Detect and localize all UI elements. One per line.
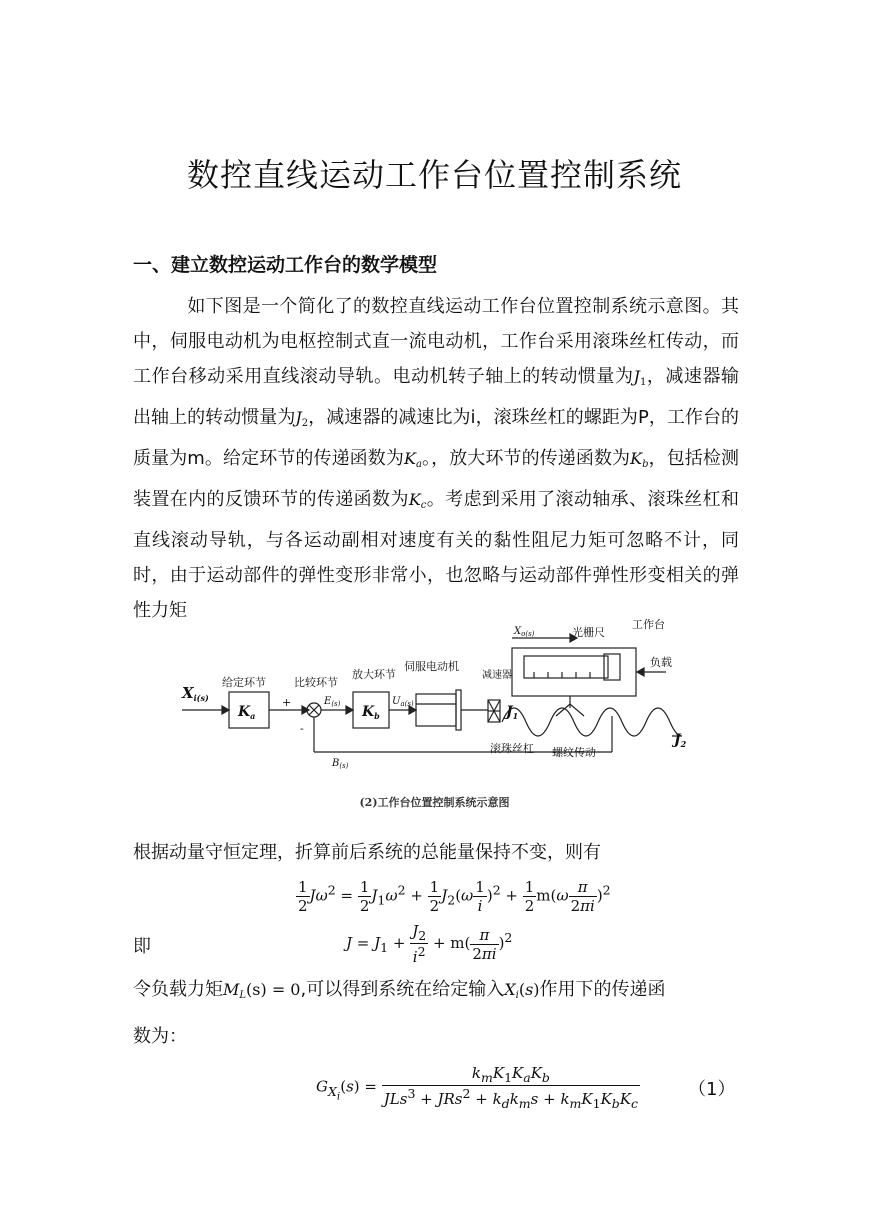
symbol-xi: $X_i(s)$ bbox=[504, 980, 540, 1001]
load-text-b: ,可以得到系统在给定输入 bbox=[300, 979, 505, 1000]
symbol-ka: $K_a$ bbox=[403, 449, 422, 470]
label-b: $B_{(s)}$ bbox=[332, 758, 349, 770]
label-u: $U_{a(s)}$ bbox=[392, 696, 414, 708]
page-title: 数控直线运动工作台位置控制系统 bbox=[186, 156, 682, 194]
label-table: 工作台 bbox=[632, 618, 665, 631]
label-ka: $K_a$ bbox=[238, 704, 256, 721]
section-heading: 一、建立数控运动工作台的数学模型 bbox=[133, 254, 438, 276]
control-system-diagram bbox=[172, 614, 702, 806]
symbol-ml: $M_L(s) = 0$ bbox=[223, 980, 301, 1001]
equation-number: （1） bbox=[688, 1079, 736, 1100]
symbol-j1: $J_1$ bbox=[633, 367, 647, 388]
equation-energy: $\frac{1}{2}$ $J\omega^2$ = $\frac{1}{2}$ $J_1\omega^2$ + $\frac{1}{2}$ $J_2(\omega$ $\frac{1}{i}$ )$^2$ + $\frac{1}{2}$ m(ω $\frac{\pi}{2\pi i}$ )$^2$ bbox=[298, 878, 611, 915]
body-paragraph bbox=[133, 289, 739, 628]
label-load: 负载 bbox=[650, 656, 672, 669]
label-minus: - bbox=[300, 722, 304, 735]
label-grating: 光栅尺 bbox=[572, 626, 605, 639]
para-text-2: ，减速器输出轴上的转动惯量为 bbox=[133, 366, 739, 428]
label-given: 给定环节 bbox=[222, 676, 266, 689]
equation-inertia: $J = J_1$ + $\frac{J_2}{i^2}$ + m( $\frac{\pi}{2\pi i}$ )$^2$ bbox=[346, 922, 513, 966]
figure-caption: (2)工作台位置控制系统示意图 bbox=[359, 796, 510, 809]
label-kb: $K_b$ bbox=[362, 704, 380, 721]
label-j1: $J_1$ bbox=[506, 704, 519, 721]
label-xo: $X_{o(s)}$ bbox=[514, 626, 535, 638]
energy-statement: 根据动量守恒定理，折算前后系统的总能量保持不变，则有 bbox=[133, 842, 601, 863]
load-torque-line bbox=[133, 975, 666, 1001]
equation-transfer: $G_{X_i}(s)$ = $\frac{k_mK_1K_aK_b}{JLs^3 + JRs^2 + k_dk_ms + k_mK_1K_bK_c}$ bbox=[316, 1064, 639, 1111]
load-text-a: 令负载力矩 bbox=[133, 979, 223, 1000]
label-xi: $X_{i(s)}$ bbox=[182, 684, 209, 703]
para-text-3: ，减速器的减速比为i，滚珠丝杠的螺距为P，工作台的质量为m。给定环节的传递函数为 bbox=[133, 407, 739, 469]
symbol-j2: $J_2$ bbox=[295, 408, 309, 429]
label-e: $E_{(s)}$ bbox=[324, 696, 341, 708]
label-compare: 比较环节 bbox=[294, 676, 338, 689]
para-text-1: 如下图是一个简化了的数控直线运动工作台位置控制系统示意图。其中，伺服电动机为电枢控制式直一流电动机，工作台采用滚珠丝杠传动，而工作台移动采用直线滚动导轨。电动机转子轴上的转动惯量为 bbox=[133, 296, 739, 387]
label-plus: + bbox=[282, 696, 292, 709]
label-thread: 螺纹传动 bbox=[552, 746, 596, 759]
para-text-4: 。，放大环节的传递函数为 bbox=[421, 448, 631, 469]
ji-label: 即 bbox=[133, 936, 151, 957]
label-j2: $J_2$ bbox=[674, 732, 687, 749]
symbol-kc: $K_c$ bbox=[408, 490, 427, 511]
load-torque-line-2: 数为： bbox=[133, 1026, 187, 1047]
symbol-kb: $K_b$ bbox=[630, 449, 649, 470]
para-text-6: 。考虑到采用了滚动轴承、滚珠丝杠和直线滚动导轨，与各运动副相对速度有关的黏性阻尼力矩可忽略不计，同时，由于运动部件的弹性变形非常小，也忽略与运动部件弹性形变相关的弹性力矩 bbox=[133, 489, 740, 621]
label-motor: 伺服电动机 bbox=[404, 660, 459, 673]
label-screw: 滚珠丝杠 bbox=[490, 742, 534, 755]
para-text-5: ，包括检测装置在内的反馈环节的传递函数为 bbox=[133, 448, 739, 510]
load-text-c: 作用下的传递函 bbox=[539, 979, 666, 1000]
label-amp: 放大环节 bbox=[352, 668, 396, 681]
label-reducer: 减速器 bbox=[482, 670, 512, 681]
